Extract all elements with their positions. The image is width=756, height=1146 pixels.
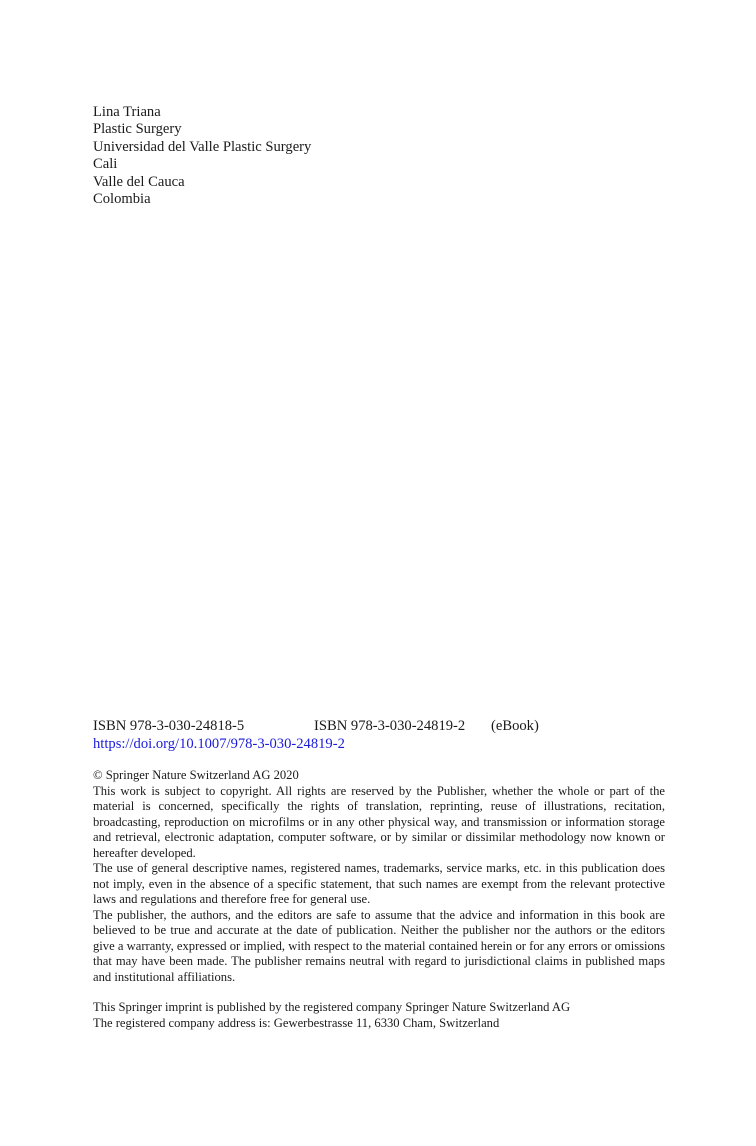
- author-name: Lina Triana: [93, 104, 161, 120]
- registered-address-line: The registered company address is: Gewerbestrasse 11, 6330 Cham, Switzerland: [93, 1015, 500, 1030]
- trademark-paragraph: The use of general descriptive names, registered names, trademarks, service marks, etc. in this publication does not imply, even in the absence of a specific statement, that such names are exempt from the relevant protective laws and regulations and therefore free for general use.: [93, 861, 665, 906]
- isbn-print: ISBN 978-3-030-24818-5: [93, 718, 245, 734]
- disclaimer-paragraph: The publisher, the authors, and the editors are safe to assume that the advice and information in this book are believed to be true and accurate at the date of publication. Neither the publisher nor the authors or the editors give a warranty, expressed or implied, with respect to the material contained herein or for any errors or omissions that may have been made. The publisher remains neutral with regard to jurisdictional claims in published maps and institutional affiliations.: [93, 907, 665, 984]
- author-city: Cali: [93, 156, 118, 173]
- author-region: Valle del Cauca: [93, 173, 185, 190]
- author-department: Plastic Surgery: [93, 121, 182, 138]
- author-country: Colombia: [93, 191, 151, 208]
- author-institution: Universidad del Valle Plastic Surgery: [93, 138, 312, 155]
- copyright-paragraph: This work is subject to copyright. All rights are reserved by the Publisher, whether the whole or part of the material is concerned, specifically the rights of translation, reprinting, reuse of illustrations, recitation, broadcasting, reproduction on microfilms or in any other physical way, and transmission or information storage and retrieval, electronic adaptation, computer software, or by similar or dissimilar methodology now known or hereafter developed.: [93, 783, 665, 860]
- isbn-block: [93, 718, 673, 753]
- imprint-line: This Springer imprint is published by the registered company Springer Nature Switzerland AG: [93, 1000, 571, 1014]
- author-address: [93, 104, 311, 208]
- imprint-block: [93, 1000, 665, 1031]
- ebook-tag: (eBook): [491, 718, 539, 734]
- isbn-line: [93, 718, 673, 736]
- doi-link[interactable]: https://doi.org/10.1007/978-3-030-24819-2: [93, 736, 345, 752]
- legal-notice: [93, 768, 665, 985]
- copyright-line: © Springer Nature Switzerland AG 2020: [93, 768, 299, 782]
- isbn-ebook: ISBN 978-3-030-24819-2: [314, 718, 466, 734]
